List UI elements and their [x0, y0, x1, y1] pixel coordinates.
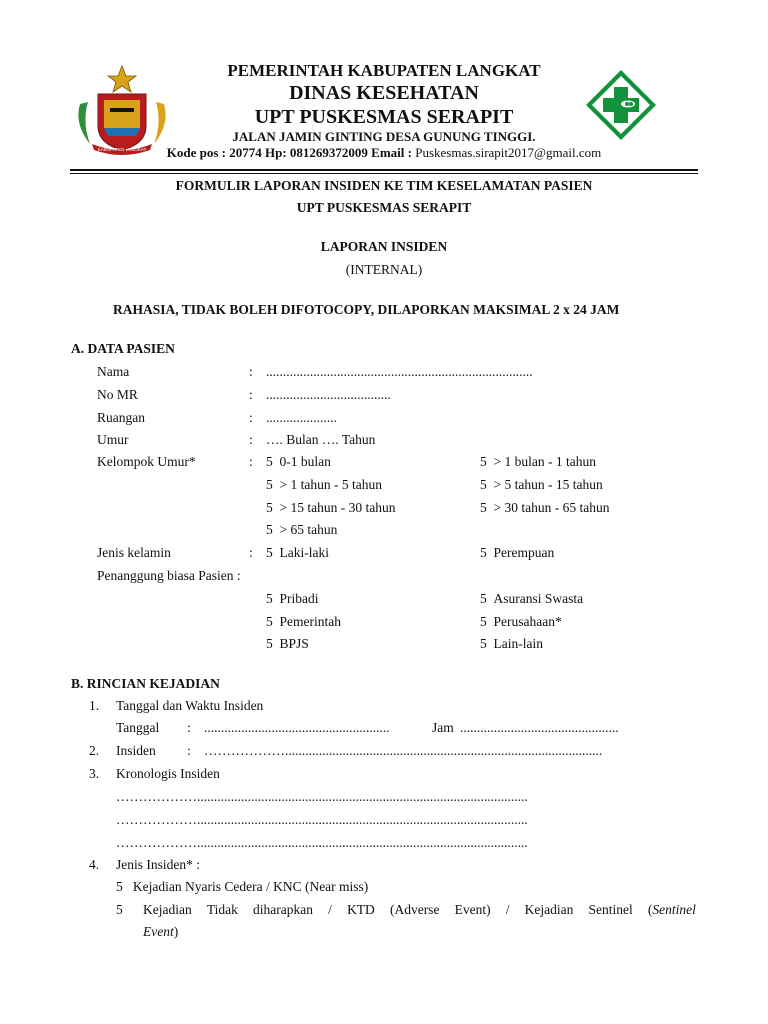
checkbox-option[interactable]	[266, 591, 319, 607]
option-label: > 1 tahun - 5 tahun	[279, 477, 382, 492]
umur-field[interactable]: …. Bulan …. Tahun	[266, 432, 376, 447]
jenis-kelamin-label: Jenis kelamin	[97, 545, 171, 560]
insiden-field[interactable]: ………………..............................................................................................	[204, 743, 603, 758]
kronologis-line[interactable]: ………………..................................................................................................	[116, 835, 528, 850]
checkbox-option[interactable]	[266, 454, 331, 470]
option-label: BPJS	[279, 636, 309, 651]
word: Kejadian	[143, 902, 192, 917]
italic-text: Event	[143, 924, 174, 939]
header-contact	[0, 145, 768, 161]
colon: :	[249, 364, 253, 379]
colon: :	[249, 454, 253, 469]
right-logo	[582, 67, 660, 143]
tanggal-waktu-label: Tanggal dan Waktu Insiden	[116, 698, 264, 713]
form-subtitle: UPT PUSKESMAS SERAPIT	[296, 200, 472, 215]
ruangan-field[interactable]: .....................	[266, 410, 337, 425]
option-label: > 30 tahun - 65 tahun	[493, 500, 610, 515]
checkbox-option[interactable]	[116, 879, 368, 895]
contact-email: Puskesmas.sirapit2017@gmail.com	[415, 145, 602, 160]
colon: :	[249, 432, 253, 447]
form-title: FORMULIR LAPORAN INSIDEN KE TIM KESELAMATAN PASIEN	[175, 178, 593, 193]
option-label: > 65 tahun	[279, 522, 338, 537]
tanggal-field[interactable]: .......................................................	[204, 720, 390, 735]
option-label: > 5 tahun - 15 tahun	[493, 477, 603, 492]
penanggung-label: Penanggung biasa Pasien :	[97, 568, 241, 583]
colon: :	[187, 720, 191, 735]
word: /	[505, 902, 510, 917]
word: (Adverse	[389, 902, 440, 917]
checkbox-icon[interactable]: 5	[266, 545, 273, 560]
header-rule	[70, 169, 698, 171]
checkbox-icon[interactable]: 5	[116, 902, 123, 917]
section-a-heading: A. DATA PASIEN	[71, 341, 175, 356]
checkbox-option[interactable]	[266, 477, 382, 493]
checkbox-icon[interactable]: 5	[480, 614, 487, 629]
colon: :	[187, 743, 191, 758]
checkbox-option[interactable]	[266, 545, 329, 561]
option-label: 0-1 bulan	[279, 454, 331, 469]
item-number: 2.	[89, 743, 100, 758]
checkbox-option[interactable]	[480, 636, 543, 652]
section-b-heading: B. RINCIAN KEJADIAN	[71, 676, 220, 691]
nama-label: Nama	[97, 364, 130, 379]
closing-paren: )	[173, 924, 179, 939]
jam-field[interactable]: ...............................................	[460, 720, 619, 735]
option-label: Pribadi	[279, 591, 319, 606]
report-type: (INTERNAL)	[345, 262, 423, 277]
kelompok-umur-label: Kelompok Umur*	[97, 454, 196, 469]
option-label: Lain-lain	[493, 636, 543, 651]
word: /	[328, 902, 332, 917]
logo-banner-text: KABUPATEN LANGKAT	[97, 147, 147, 152]
option-label: > 1 bulan - 1 tahun	[493, 454, 596, 469]
checkbox-option[interactable]	[480, 477, 603, 493]
colon: :	[249, 410, 253, 425]
checkbox-option[interactable]	[266, 522, 337, 538]
tanggal-label: Tanggal	[116, 720, 160, 735]
word: Sentinel	[588, 902, 633, 917]
header-line3: UPT PUSKESMAS SERAPIT	[254, 106, 514, 128]
checkbox-icon[interactable]: 5	[480, 500, 487, 515]
option-label: Perempuan	[493, 545, 555, 560]
checkbox-option[interactable]	[480, 454, 596, 470]
ruangan-label: Ruangan	[97, 410, 145, 425]
option-label: > 15 tahun - 30 tahun	[279, 500, 396, 515]
checkbox-icon[interactable]: 5	[480, 591, 487, 606]
option-label: Perusahaan*	[493, 614, 562, 629]
option-label: Pemerintah	[279, 614, 341, 629]
checkbox-icon[interactable]: 5	[116, 879, 123, 894]
nama-field[interactable]: ...............................................................................	[266, 364, 533, 379]
checkbox-option[interactable]	[480, 545, 554, 561]
header-line1: PEMERINTAH KABUPATEN LANGKAT	[227, 61, 541, 80]
item-number: 3.	[89, 766, 100, 781]
checkbox-icon[interactable]: 5	[480, 477, 487, 492]
umur-label: Umur	[97, 432, 129, 447]
word	[648, 902, 696, 918]
colon: :	[249, 387, 253, 402]
italic-text: Sentinel	[652, 902, 696, 917]
checkbox-icon[interactable]: 5	[266, 614, 273, 629]
jenis-insiden-label: Jenis Insiden* :	[116, 857, 200, 872]
colon: :	[249, 545, 253, 560]
confidential-notice: RAHASIA, TIDAK BOLEH DIFOTOCOPY, DILAPORKAN MAKSIMAL 2 x 24 JAM	[113, 302, 620, 317]
checkbox-icon[interactable]: 5	[480, 636, 487, 651]
header-line2: DINAS KESEHATAN	[289, 82, 479, 104]
checkbox-icon[interactable]: 5	[480, 545, 487, 560]
kronologis-label: Kronologis Insiden	[116, 766, 220, 781]
word: KTD	[347, 902, 375, 917]
checkbox-option[interactable]	[266, 636, 309, 652]
item-number: 1.	[89, 698, 100, 713]
word: diharapkan	[253, 902, 314, 917]
word-part: (Sentinel	[647, 902, 696, 917]
report-title: LAPORAN INSIDEN	[320, 239, 448, 254]
checkbox-icon[interactable]: 5	[266, 522, 273, 537]
word: Tidak	[206, 902, 238, 917]
header-rule-thin	[70, 173, 698, 174]
word: Event)	[454, 902, 491, 917]
checkbox-option[interactable]	[480, 591, 583, 607]
checkbox-icon[interactable]: 5	[266, 636, 273, 651]
header-address: JALAN JAMIN GINTING DESA GUNUNG TINGGI.	[232, 129, 536, 144]
checkbox-option[interactable]	[480, 614, 562, 630]
checkbox-icon[interactable]: 5	[480, 454, 487, 469]
checkbox-option[interactable]	[480, 500, 609, 516]
item-number: 4.	[89, 857, 100, 872]
nomr-field[interactable]: .....................................	[266, 387, 391, 402]
checkbox-option[interactable]	[266, 614, 341, 630]
checkbox-icon[interactable]: 5	[266, 477, 273, 492]
checkbox-option[interactable]	[266, 500, 395, 516]
insiden-label: Insiden	[116, 743, 156, 758]
kronologis-line[interactable]: ………………..................................................................................................	[116, 812, 528, 827]
jam-label: Jam	[432, 720, 454, 735]
option-label: Asuransi Swasta	[493, 591, 584, 606]
nomr-label: No MR	[97, 387, 138, 402]
option-label: Laki-laki	[279, 545, 329, 560]
option-label: Kejadian Nyaris Cedera / KNC (Near miss)	[132, 879, 369, 894]
contact-label: Kode pos : 20774 Hp: 081269372009 Email :	[166, 145, 412, 160]
checkbox-icon[interactable]: 5	[266, 500, 273, 515]
ktd-option-line	[143, 902, 696, 918]
ktd-option-continuation	[143, 924, 178, 940]
checkbox-icon[interactable]: 5	[266, 454, 273, 469]
puskesmas-logo-icon	[582, 67, 660, 143]
checkbox-icon[interactable]: 5	[266, 591, 273, 606]
word: Kejadian	[524, 902, 574, 917]
kronologis-line[interactable]: ………………..................................................................................................	[116, 789, 528, 804]
